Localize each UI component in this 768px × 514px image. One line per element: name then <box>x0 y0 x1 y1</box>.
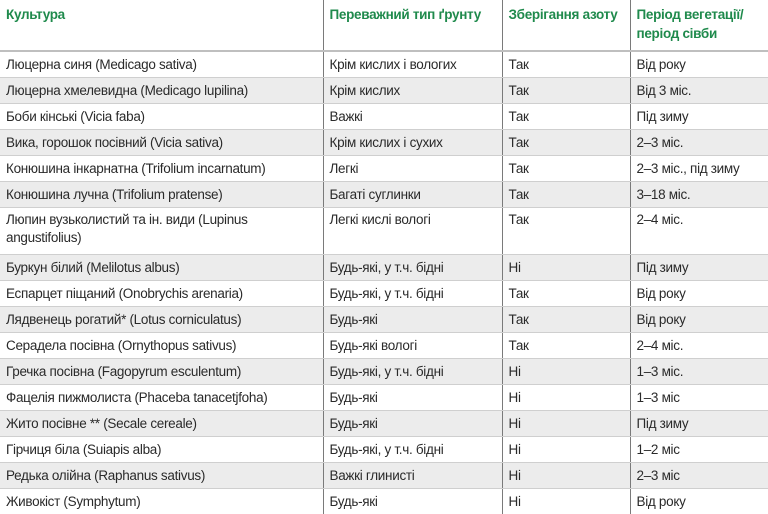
cell-period: 1–3 міс. <box>630 359 768 385</box>
cell-period: 2–3 міс., під зиму <box>630 156 768 182</box>
cell-crop: Жито посівне ** (Secale cereale) <box>0 411 323 437</box>
cell-period: Від року <box>630 51 768 78</box>
cell-soil: Будь-які <box>323 411 502 437</box>
table-row <box>0 130 768 156</box>
table-row <box>0 385 768 411</box>
cell-nitrogen: Так <box>502 78 630 104</box>
cell-soil: Будь-які, у т.ч. бідні <box>323 359 502 385</box>
table-row <box>0 333 768 359</box>
cell-nitrogen: Так <box>502 156 630 182</box>
cell-nitrogen: Так <box>502 51 630 78</box>
cell-nitrogen: Так <box>502 104 630 130</box>
cell-soil: Будь-які, у т.ч. бідні <box>323 437 502 463</box>
cell-period: 2–4 міс. <box>630 333 768 359</box>
cell-nitrogen: Ні <box>502 255 630 281</box>
cell-period: 2–3 міс <box>630 463 768 489</box>
cell-nitrogen: Ні <box>502 385 630 411</box>
cell-period: 2–4 міс. <box>630 208 768 255</box>
cell-soil: Будь-які <box>323 489 502 514</box>
cell-soil: Будь-які, у т.ч. бідні <box>323 281 502 307</box>
cell-nitrogen: Так <box>502 182 630 208</box>
cell-period: 1–3 міс <box>630 385 768 411</box>
cell-crop: Буркун білий (Melilotus albus) <box>0 255 323 281</box>
cell-soil: Легкі <box>323 156 502 182</box>
cell-period: Від року <box>630 307 768 333</box>
cell-period: Під зиму <box>630 104 768 130</box>
cell-period: Під зиму <box>630 411 768 437</box>
cell-nitrogen: Так <box>502 281 630 307</box>
header-crop: Культура <box>0 0 323 51</box>
cell-soil: Будь-які <box>323 307 502 333</box>
cell-nitrogen: Ні <box>502 359 630 385</box>
cell-period: Під зиму <box>630 255 768 281</box>
table-row <box>0 208 768 255</box>
cell-crop: Фацелія пижмолиста (Phaceba tanacetjfoha) <box>0 385 323 411</box>
header-period: Період вегетації/ період сівби <box>630 0 768 51</box>
cell-nitrogen: Ні <box>502 411 630 437</box>
cell-nitrogen: Так <box>502 307 630 333</box>
cell-soil: Будь-які, у т.ч. бідні <box>323 255 502 281</box>
cell-soil: Крім кислих і сухих <box>323 130 502 156</box>
cell-nitrogen: Ні <box>502 463 630 489</box>
cell-crop: Люпин вузьколистий та ін. види (Lupinus angustifolius) <box>0 208 323 255</box>
table-row <box>0 307 768 333</box>
cell-crop: Конюшина інкарнатна (Trifolium incarnatum) <box>0 156 323 182</box>
cell-soil: Крім кислих <box>323 78 502 104</box>
cell-crop: Боби кінські (Vicia faba) <box>0 104 323 130</box>
cell-soil: Важкі глинисті <box>323 463 502 489</box>
cell-period: Від року <box>630 281 768 307</box>
table-row <box>0 104 768 130</box>
cell-period: 3–18 міс. <box>630 182 768 208</box>
cell-period: Від року <box>630 489 768 514</box>
cell-soil: Крім кислих і вологих <box>323 51 502 78</box>
table-row <box>0 411 768 437</box>
cell-nitrogen: Ні <box>502 489 630 514</box>
cell-crop: Еспарцет піщаний (Onobrychis arenaria) <box>0 281 323 307</box>
cell-soil: Багаті суглинки <box>323 182 502 208</box>
cell-crop: Люцерна синя (Medicago sativa) <box>0 51 323 78</box>
table-row <box>0 359 768 385</box>
cell-nitrogen: Так <box>502 333 630 359</box>
table-row <box>0 51 768 78</box>
table-row <box>0 281 768 307</box>
cell-nitrogen: Ні <box>502 437 630 463</box>
cell-crop: Люцерна хмелевидна (Medicago lupilina) <box>0 78 323 104</box>
table-row <box>0 182 768 208</box>
cell-nitrogen: Так <box>502 130 630 156</box>
cell-crop: Гречка посівна (Fagopyrum esculentum) <box>0 359 323 385</box>
table-row <box>0 463 768 489</box>
cell-period: 2–3 міс. <box>630 130 768 156</box>
cell-soil: Легкі кислі вологі <box>323 208 502 255</box>
cell-soil: Важкі <box>323 104 502 130</box>
cell-crop: Гірчиця біла (Suiapis alba) <box>0 437 323 463</box>
table-row <box>0 156 768 182</box>
cell-period: 1–2 міс <box>630 437 768 463</box>
table-row <box>0 78 768 104</box>
cell-soil: Будь-які <box>323 385 502 411</box>
cell-crop: Конюшина лучна (Trifolium pratense) <box>0 182 323 208</box>
table-row <box>0 437 768 463</box>
cell-period: Від 3 міс. <box>630 78 768 104</box>
header-soil: Переважний тип ґрунту <box>323 0 502 51</box>
cell-crop: Редька олійна (Raphanus sativus) <box>0 463 323 489</box>
cell-crop: Серадела посівна (Ornythopus sativus) <box>0 333 323 359</box>
header-nitrogen: Зберігання азоту <box>502 0 630 51</box>
cell-crop: Лядвенець рогатий* (Lotus corniculatus) <box>0 307 323 333</box>
header-row <box>0 0 768 51</box>
table-row <box>0 255 768 281</box>
table-row <box>0 489 768 514</box>
cell-nitrogen: Так <box>502 208 630 255</box>
cell-soil: Будь-які вологі <box>323 333 502 359</box>
cell-crop: Вика, горошок посівний (Vicia sativa) <box>0 130 323 156</box>
cell-crop: Живокіст (Symphytum) <box>0 489 323 514</box>
